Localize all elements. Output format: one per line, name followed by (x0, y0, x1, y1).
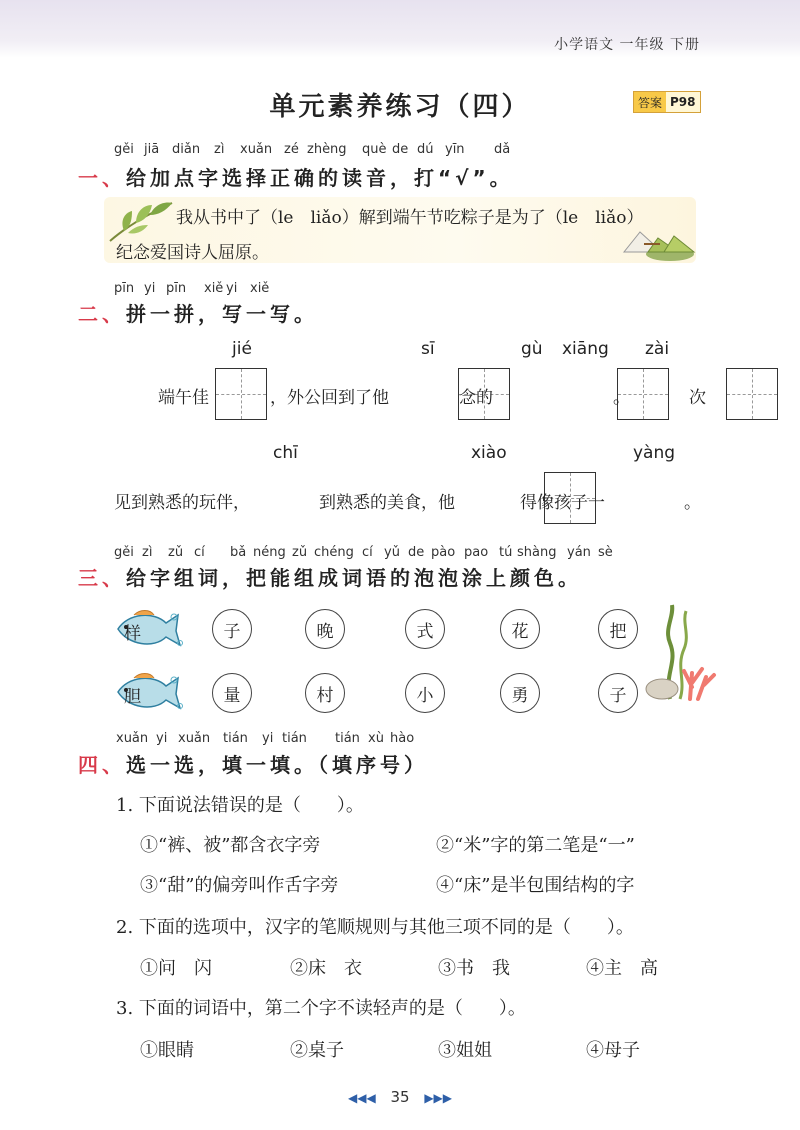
bubble[interactable]: 子 (212, 609, 252, 649)
writing-box[interactable] (215, 368, 267, 420)
s3-heading (78, 562, 582, 591)
bubble[interactable]: 把 (598, 609, 638, 649)
q2-option-a: ①问 闪 (140, 958, 212, 979)
s2-r2-text-1: 见到熟悉的玩伴， (114, 493, 250, 513)
s2-r1-text-4: 。 (613, 388, 630, 408)
q3-option-b: ②桌子 (290, 1040, 344, 1061)
s2-r2-text-4: 。 (684, 493, 701, 513)
s1-heading (78, 162, 514, 191)
s2-instruction: 拼一拼，写一写。 (126, 302, 318, 326)
page-footer (0, 1088, 800, 1106)
q1-option-b: ②“米”字的第二笔是“一” (436, 835, 635, 856)
q1-option-d: ④“床”是半包围结构的字 (436, 875, 635, 896)
bubble[interactable]: 晚 (305, 609, 345, 649)
answer-badge[interactable] (633, 91, 701, 113)
s1-sentence-line2: 纪念爱国诗人屈原。 (116, 243, 269, 263)
q1-option-a: ①“裤、被”都含衣字旁 (140, 835, 321, 856)
next-arrows-icon: ▶▶▶ (424, 1091, 453, 1105)
s2-r2-pinyin-2: xiào (471, 443, 507, 463)
seaweed-coral-icon (640, 603, 720, 703)
s2-r1-text-3: 念的 (459, 388, 493, 408)
page-number: 35 (390, 1088, 410, 1106)
s2-r1-pinyin-5: zài (645, 339, 670, 359)
s2-r2-pinyin-1: chī (273, 443, 298, 463)
bubble[interactable]: 花 (500, 609, 540, 649)
s4-number: 四、 (78, 753, 126, 777)
q1-option-c: ③“甜”的偏旁叫作舌字旁 (140, 875, 339, 896)
bubble[interactable]: 小 (405, 673, 445, 713)
s3-number: 三、 (78, 566, 126, 590)
s1-instruction: 给加点字选择正确的读音，打“√”。 (126, 166, 514, 190)
bubble[interactable]: 子 (598, 673, 638, 713)
s2-heading (78, 298, 318, 327)
q3-option-a: ①眼睛 (140, 1040, 194, 1061)
q3-option-c: ③姐姐 (438, 1040, 492, 1061)
s2-r1-pinyin-2: sī (421, 339, 435, 359)
bubble[interactable]: 式 (405, 609, 445, 649)
bubble[interactable]: 村 (305, 673, 345, 713)
s2-r2-text-3: 得像孩子一 (520, 493, 605, 513)
s2-r1-text-1: 端午佳 (158, 388, 209, 408)
q3-option-d: ④母子 (586, 1040, 640, 1061)
s2-r2-pinyin-3: yàng (633, 443, 676, 463)
book-info: 小学语文 一年级 下册 (554, 37, 700, 53)
s4-instruction: 选一选，填一填。（填序号） (126, 753, 428, 777)
s2-r1-text-2: ，外公回到了他 (270, 388, 389, 408)
s1-number: 一、 (78, 166, 126, 190)
q1-stem: 1. 下面说法错误的是（ ）。 (116, 795, 364, 816)
q2-option-d: ④主 高 (586, 958, 658, 979)
q2-option-b: ②床 衣 (290, 958, 362, 979)
s2-r1-pinyin-3: gù (521, 339, 543, 359)
s2-r1-pinyin-1: jié (232, 339, 252, 359)
fish-char-2: 胆 (124, 687, 141, 707)
s1-sentence-line1: 我从书中了（le liǎo）解到端午节吃粽子是为了（le liǎo） (176, 208, 644, 228)
writing-box[interactable] (726, 368, 778, 420)
prev-arrows-icon: ◀◀◀ (347, 1091, 376, 1105)
s2-r1-pinyin-4: xiāng (562, 339, 609, 359)
s4-heading (78, 749, 428, 778)
page-title: 单元素养练习（四） (269, 92, 531, 122)
s3-instruction: 给字组词，把能组成词语的泡泡涂上颜色。 (126, 566, 582, 590)
q3-stem: 3. 下面的词语中，第二个字不读轻声的是（ ）。 (116, 998, 526, 1019)
q2-option-c: ③书 我 (438, 958, 510, 979)
s2-r2-text-2: 到熟悉的美食，他 (319, 493, 455, 513)
bubble[interactable]: 量 (212, 673, 252, 713)
answer-page: P98 (666, 92, 700, 112)
bubble[interactable]: 勇 (500, 673, 540, 713)
fish-char-1: 样 (124, 624, 141, 644)
s2-number: 二、 (78, 302, 126, 326)
answer-label: 答案 (638, 95, 663, 110)
q2-stem: 2. 下面的选项中，汉字的笔顺规则与其他三项不同的是（ ）。 (116, 917, 634, 938)
s2-r1-text-5: 次 (689, 388, 706, 408)
